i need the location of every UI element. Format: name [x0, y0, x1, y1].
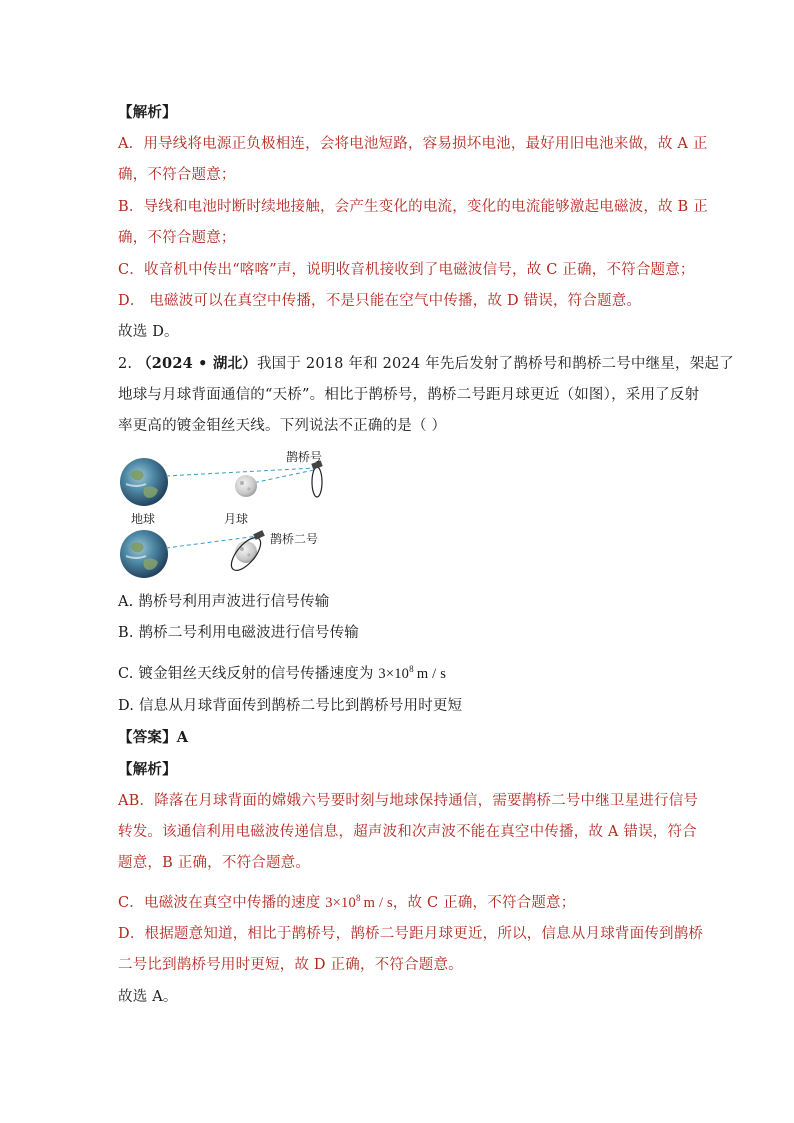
- analysis2-conclusion: 故选 A。: [118, 989, 178, 1005]
- analysis-conclusion: 故选 D。: [118, 324, 179, 340]
- analysis-option-c: C．收音机中传出“喀喀”声，说明收音机接收到了电磁波信号，故 C 正确，不符合题意；: [118, 262, 695, 278]
- analysis-option-b-line1: B．导线和电池时断时续地接触，会产生变化的电流，变化的电流能够激起电磁波，故 B 正: [118, 199, 708, 215]
- option-a: A. 鹊桥号利用声波进行信号传输: [118, 594, 330, 610]
- option-c-text: C. 镀金钼丝天线反射的信号传播速度为: [118, 666, 379, 682]
- question-number: 2.: [118, 356, 133, 372]
- label-moon: 月球: [224, 512, 249, 526]
- analysis2-c: [118, 888, 575, 913]
- analysis2-ab-line1: AB．降落在月球背面的嫦娥六号要时刻与地球保持通信，需要鹊桥二号中继卫星进行信号: [118, 793, 699, 809]
- analysis2-d-line2: 二号比到鹊桥号用时更短，故 D 正确，不符合题意。: [118, 957, 463, 973]
- question-stem-line1: [118, 354, 734, 374]
- analysis2-ab-line2: 转发。该通信利用电磁波传递信息，超声波和次声波不能在真空中传播，故 A 错误，符合: [118, 824, 697, 840]
- analysis-option-a-line2: 确，不符合题意；: [118, 167, 236, 183]
- option-c-math-unit: m / s: [416, 666, 447, 682]
- question-source: （2024 • 湖北）: [137, 355, 257, 372]
- option-c-math-exponent: 8: [409, 664, 414, 674]
- label-earth: 地球: [131, 512, 156, 526]
- analysis-option-a-line1: A．用导线将电源正负极相连，会将电池短路，容易损坏电池，最好用旧电池来做，故 A 正: [118, 136, 708, 152]
- analysis2-c-math-base: 3×10: [325, 895, 356, 911]
- earth-bottom: [120, 530, 168, 578]
- earth-top: [120, 458, 168, 506]
- option-c-math-base: 3×10: [378, 666, 410, 682]
- analysis2-d-line1: D．根据题意知道，相比于鹊桥号，鹊桥二号距月球更近，所以，信息从月球背面传到鹊桥: [118, 926, 704, 942]
- option-b: B. 鹊桥二号利用电磁波进行信号传输: [118, 625, 359, 641]
- option-c: [118, 659, 446, 684]
- answer: 【答案】A: [118, 729, 189, 746]
- question-stem-line2: 地球与月球背面通信的“天桥”。相比于鹊桥号，鹊桥二号距月球更近（如图），采用了反射: [118, 387, 700, 403]
- moon-top: [235, 475, 257, 497]
- queqiao-satellite: [311, 460, 322, 497]
- analysis2-c-math-exponent: 8: [355, 893, 361, 903]
- analysis2-c-suffix: ，故 C 正确，不符合题意；: [392, 895, 576, 911]
- analysis2-ab-line3: 题意，B 正确，不符合题意。: [118, 855, 311, 871]
- label-queqiao2: 鹊桥二号: [270, 532, 319, 546]
- analysis2-heading: 【解析】: [118, 761, 177, 778]
- analysis2-c-prefix: C．电磁波在真空中传播的速度: [118, 895, 326, 911]
- option-d: D. 信息从月球背面传到鹊桥二号比到鹊桥号用时更短: [118, 698, 463, 714]
- analysis-heading: 【解析】: [118, 104, 177, 121]
- analysis-option-b-line2: 确，不符合题意；: [118, 230, 236, 246]
- signal-line-moon-queqiao: [248, 470, 314, 484]
- analysis2-c-math-unit: m / s: [363, 895, 393, 911]
- question-stem-text1: 我国于 2018 年和 2024 年先后发射了鹊桥号和鹊桥二号中继星，架起了: [256, 356, 734, 372]
- label-queqiao: 鹊桥号: [286, 450, 323, 464]
- analysis-option-d: D． 电磁波可以在真空中传播，不是只能在空气中传播，故 D 错误，符合题意。: [118, 293, 642, 309]
- question-stem-line3: 率更高的镀金钼丝天线。下列说法不正确的是（ ）: [118, 418, 447, 434]
- earth-moon-relay-figure: [118, 448, 348, 582]
